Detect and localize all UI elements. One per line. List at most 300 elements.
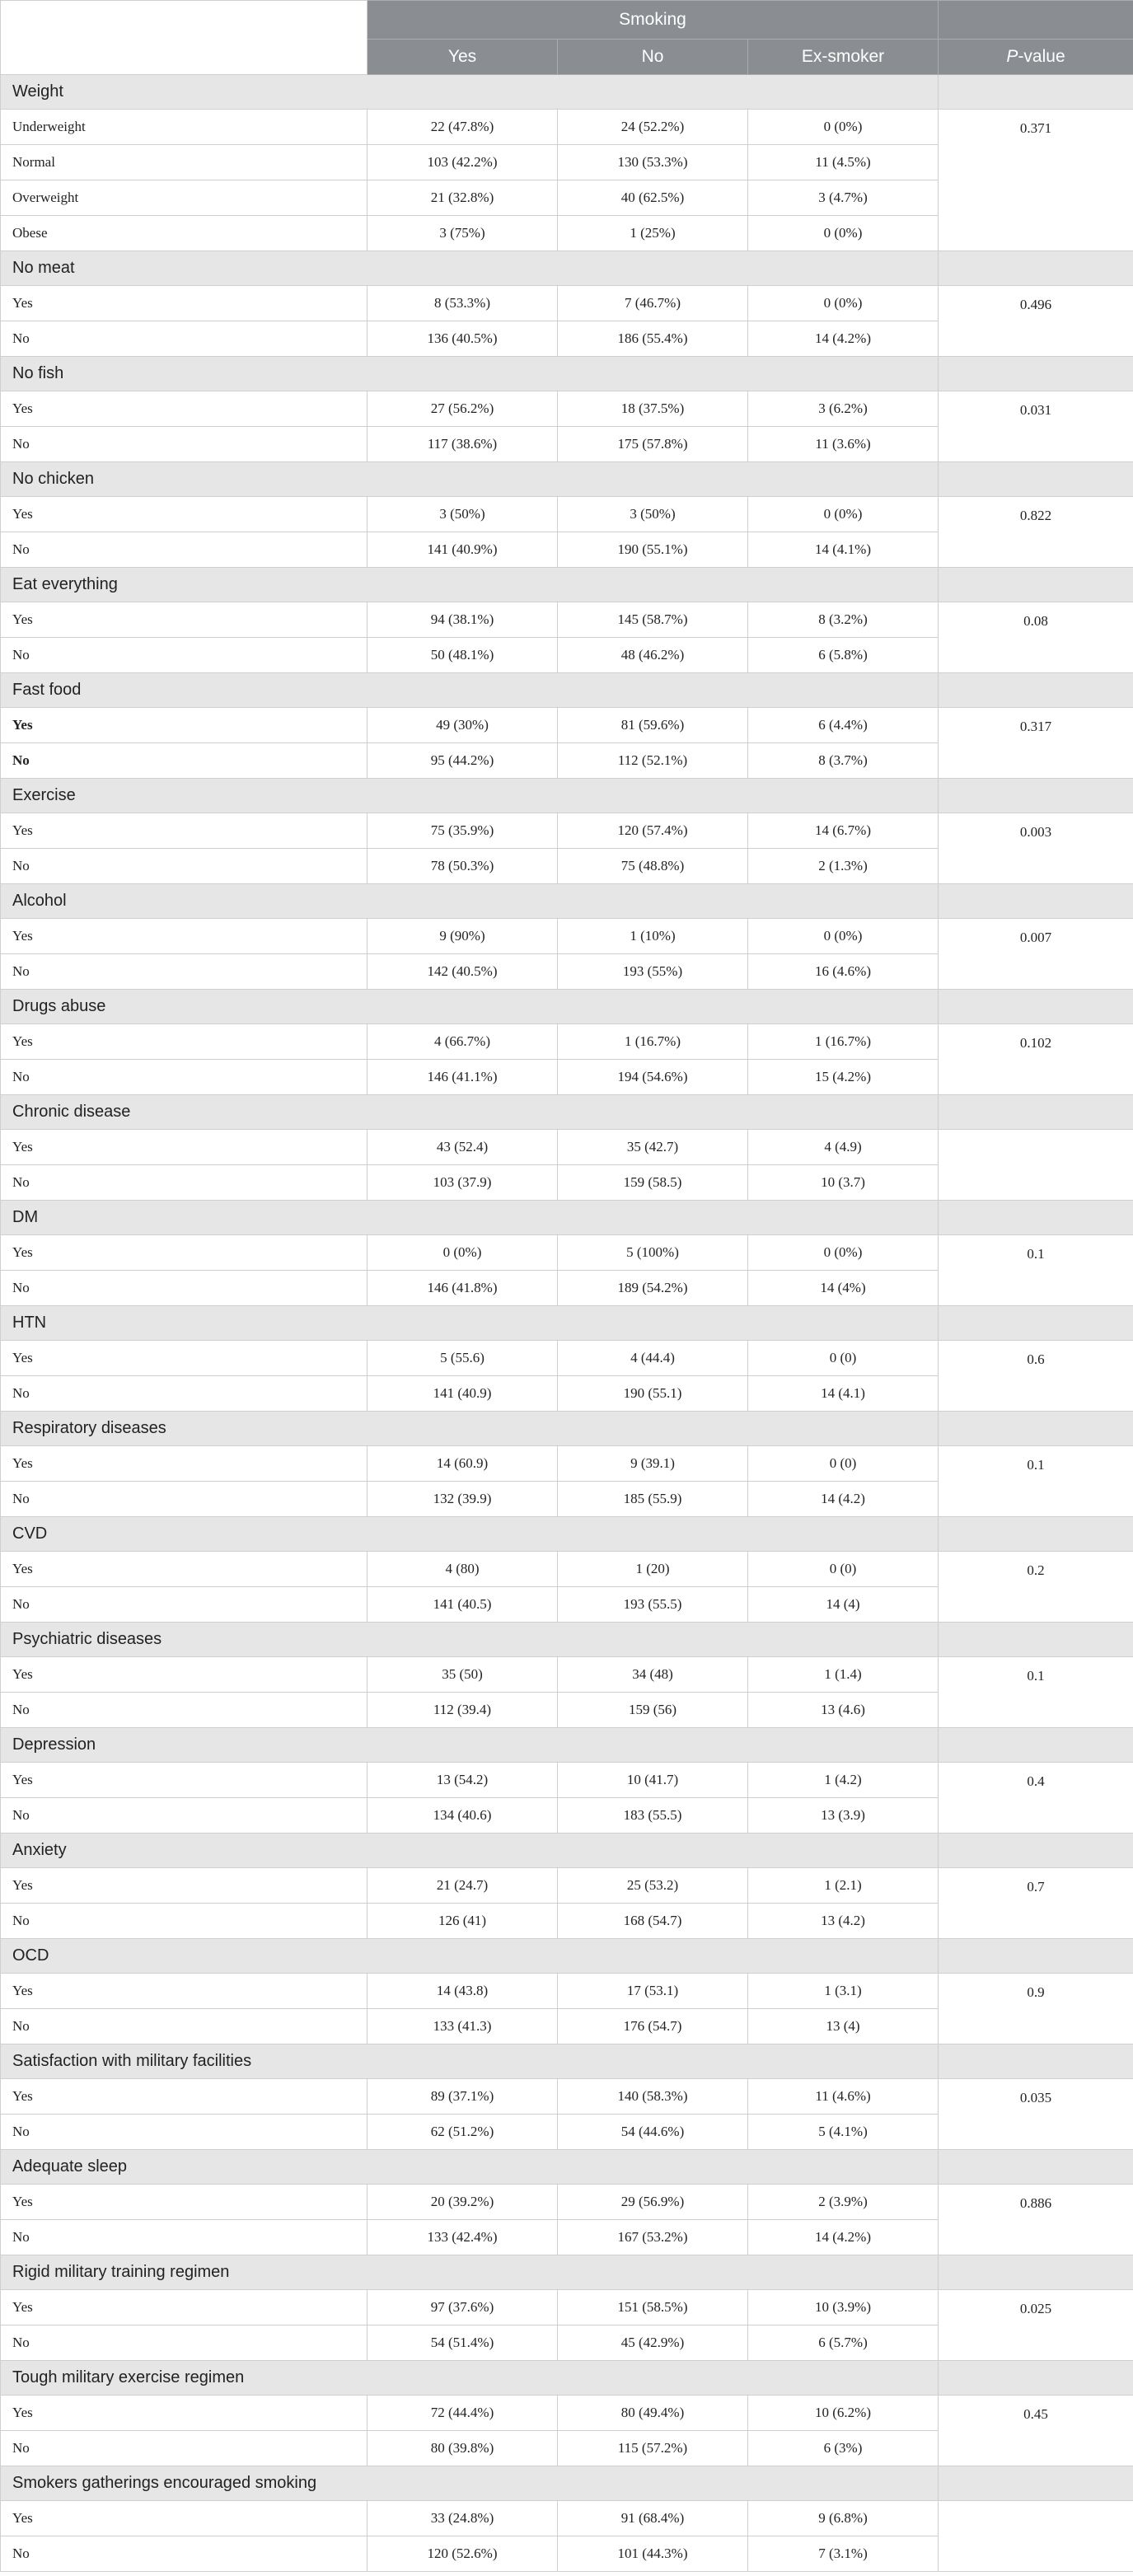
cell-no: 185 (55.9) xyxy=(558,1482,748,1517)
row-label: No xyxy=(1,743,368,779)
group-label: Anxiety xyxy=(1,1834,939,1868)
cell-ex-smoker: 10 (3.7) xyxy=(748,1165,939,1201)
cell-ex-smoker: 4 (4.9) xyxy=(748,1130,939,1165)
cell-yes: 33 (24.8%) xyxy=(368,2501,558,2536)
cell-yes: 133 (41.3) xyxy=(368,2009,558,2044)
row-label: Yes xyxy=(1,2501,368,2536)
table-row xyxy=(1,1130,1133,1165)
table-row xyxy=(1,1235,1133,1271)
header-row-top xyxy=(1,1,1133,40)
group-header-pvalue-spacer xyxy=(939,2150,1133,2185)
row-label: No xyxy=(1,1376,368,1412)
table-row xyxy=(1,1446,1133,1482)
p-value-cell: 0.886 xyxy=(939,2185,1133,2255)
cell-no: 35 (42.7) xyxy=(558,1130,748,1165)
cell-no: 75 (48.8%) xyxy=(558,849,748,884)
cell-no: 1 (16.7%) xyxy=(558,1024,748,1060)
row-label: Yes xyxy=(1,1763,368,1798)
table-row xyxy=(1,1868,1133,1904)
cell-yes: 141 (40.9%) xyxy=(368,532,558,568)
cell-yes: 132 (39.9) xyxy=(368,1482,558,1517)
group-header-row xyxy=(1,1095,1133,1130)
cell-no: 115 (57.2%) xyxy=(558,2431,748,2466)
cell-no: 10 (41.7) xyxy=(558,1763,748,1798)
cell-ex-smoker: 13 (4) xyxy=(748,2009,939,2044)
cell-ex-smoker: 13 (4.2) xyxy=(748,1904,939,1939)
cell-no: 183 (55.5) xyxy=(558,1798,748,1834)
table-row xyxy=(1,919,1133,954)
cell-ex-smoker: 0 (0) xyxy=(748,1341,939,1376)
row-label: Yes xyxy=(1,602,368,638)
cell-yes: 78 (50.3%) xyxy=(368,849,558,884)
group-label: Satisfaction with military facilities xyxy=(1,2044,939,2079)
cell-yes: 72 (44.4%) xyxy=(368,2396,558,2431)
cell-no: 167 (53.2%) xyxy=(558,2220,748,2255)
table-row xyxy=(1,1024,1133,1060)
cell-no: 5 (100%) xyxy=(558,1235,748,1271)
cell-yes: 3 (50%) xyxy=(368,497,558,532)
cell-ex-smoker: 14 (4.1%) xyxy=(748,532,939,568)
group-header-pvalue-spacer xyxy=(939,1201,1133,1235)
group-label: Alcohol xyxy=(1,884,939,919)
cell-yes: 80 (39.8%) xyxy=(368,2431,558,2466)
cell-no: 1 (20) xyxy=(558,1552,748,1587)
group-label: DM xyxy=(1,1201,939,1235)
table-row xyxy=(1,1552,1133,1587)
cell-yes: 75 (35.9%) xyxy=(368,813,558,849)
group-header-row xyxy=(1,1623,1133,1657)
table-row xyxy=(1,2501,1133,2536)
row-label: No xyxy=(1,321,368,357)
p-value-cell: 0.007 xyxy=(939,919,1133,990)
cell-no: 176 (54.7) xyxy=(558,2009,748,2044)
row-label: Yes xyxy=(1,286,368,321)
p-value-cell: 0.2 xyxy=(939,1552,1133,1623)
cell-ex-smoker: 10 (6.2%) xyxy=(748,2396,939,2431)
cell-yes: 27 (56.2%) xyxy=(368,391,558,427)
row-label: Yes xyxy=(1,1130,368,1165)
cell-no: 190 (55.1) xyxy=(558,1376,748,1412)
cell-ex-smoker: 0 (0%) xyxy=(748,110,939,145)
row-label: Yes xyxy=(1,2079,368,2115)
cell-yes: 13 (54.2) xyxy=(368,1763,558,1798)
row-label: No xyxy=(1,849,368,884)
table-row xyxy=(1,286,1133,321)
row-label: Yes xyxy=(1,1341,368,1376)
cell-yes: 8 (53.3%) xyxy=(368,286,558,321)
group-header-pvalue-spacer xyxy=(939,357,1133,391)
p-value-cell: 0.371 xyxy=(939,110,1133,251)
cell-yes: 62 (51.2%) xyxy=(368,2115,558,2150)
cell-no: 190 (55.1%) xyxy=(558,532,748,568)
cell-yes: 112 (39.4) xyxy=(368,1693,558,1728)
p-value-cell: 0.025 xyxy=(939,2290,1133,2361)
group-header-row xyxy=(1,1939,1133,1974)
group-label: Weight xyxy=(1,75,939,110)
cell-no: 159 (58.5) xyxy=(558,1165,748,1201)
table-row xyxy=(1,391,1133,427)
group-header-pvalue-spacer xyxy=(939,673,1133,708)
p-value-cell: 0.1 xyxy=(939,1235,1133,1306)
table-row xyxy=(1,602,1133,638)
row-label: Yes xyxy=(1,1868,368,1904)
cell-ex-smoker: 0 (0%) xyxy=(748,286,939,321)
row-label: No xyxy=(1,532,368,568)
group-header-row xyxy=(1,75,1133,110)
cell-ex-smoker: 0 (0) xyxy=(748,1552,939,1587)
table-row xyxy=(1,708,1133,743)
group-header-row xyxy=(1,673,1133,708)
header-blank-cell xyxy=(1,1,368,75)
row-label: Yes xyxy=(1,708,368,743)
cell-ex-smoker: 13 (4.6) xyxy=(748,1693,939,1728)
row-label: Yes xyxy=(1,1974,368,2009)
group-label: Adequate sleep xyxy=(1,2150,939,2185)
group-header-row xyxy=(1,357,1133,391)
row-label: Yes xyxy=(1,919,368,954)
p-value-cell: 0.317 xyxy=(939,708,1133,779)
group-header-row xyxy=(1,462,1133,497)
group-header-pvalue-spacer xyxy=(939,2466,1133,2501)
group-header-row xyxy=(1,2044,1133,2079)
cell-no: 9 (39.1) xyxy=(558,1446,748,1482)
cell-no: 54 (44.6%) xyxy=(558,2115,748,2150)
cell-yes: 49 (30%) xyxy=(368,708,558,743)
row-label: No xyxy=(1,1060,368,1095)
group-header-row xyxy=(1,1412,1133,1446)
row-label: No xyxy=(1,1693,368,1728)
group-header-pvalue-spacer xyxy=(939,990,1133,1024)
cell-yes: 22 (47.8%) xyxy=(368,110,558,145)
cell-no: 34 (48) xyxy=(558,1657,748,1693)
cell-no: 81 (59.6%) xyxy=(558,708,748,743)
group-header-row xyxy=(1,251,1133,286)
cell-no: 140 (58.3%) xyxy=(558,2079,748,2115)
group-header-row xyxy=(1,1834,1133,1868)
group-header-pvalue-spacer xyxy=(939,1728,1133,1763)
row-label: No xyxy=(1,2009,368,2044)
group-label: Exercise xyxy=(1,779,939,813)
row-label: Yes xyxy=(1,1024,368,1060)
cell-yes: 97 (37.6%) xyxy=(368,2290,558,2325)
group-label: HTN xyxy=(1,1306,939,1341)
table-row xyxy=(1,2290,1133,2325)
table-row xyxy=(1,1763,1133,1798)
group-header-pvalue-spacer xyxy=(939,75,1133,110)
table-row xyxy=(1,2185,1133,2220)
cell-no: 145 (58.7%) xyxy=(558,602,748,638)
row-label: No xyxy=(1,1798,368,1834)
cell-yes: 103 (37.9) xyxy=(368,1165,558,1201)
cell-no: 168 (54.7) xyxy=(558,1904,748,1939)
cell-yes: 136 (40.5%) xyxy=(368,321,558,357)
group-header-pvalue-spacer xyxy=(939,568,1133,602)
table-row xyxy=(1,1341,1133,1376)
p-value-cell: 0.1 xyxy=(939,1446,1133,1517)
cell-yes: 94 (38.1%) xyxy=(368,602,558,638)
p-value-cell: 0.003 xyxy=(939,813,1133,884)
cell-ex-smoker: 7 (3.1%) xyxy=(748,2536,939,2572)
group-label: Fast food xyxy=(1,673,939,708)
group-header-row xyxy=(1,1306,1133,1341)
cell-yes: 133 (42.4%) xyxy=(368,2220,558,2255)
p-value-cell: 0.822 xyxy=(939,497,1133,568)
cell-ex-smoker: 1 (4.2) xyxy=(748,1763,939,1798)
cell-no: 1 (10%) xyxy=(558,919,748,954)
row-label: No xyxy=(1,2536,368,2572)
cell-yes: 14 (60.9) xyxy=(368,1446,558,1482)
cell-ex-smoker: 14 (4%) xyxy=(748,1271,939,1306)
group-header-pvalue-spacer xyxy=(939,1517,1133,1552)
cell-yes: 4 (80) xyxy=(368,1552,558,1587)
group-label: Eat everything xyxy=(1,568,939,602)
group-label: Chronic disease xyxy=(1,1095,939,1130)
header-col-pvalue xyxy=(939,40,1133,75)
p-value-cell xyxy=(939,2501,1133,2572)
row-label: Yes xyxy=(1,2290,368,2325)
cell-ex-smoker: 6 (5.7%) xyxy=(748,2325,939,2361)
table-row xyxy=(1,2079,1133,2115)
header-top-pvalue-spacer xyxy=(939,1,1133,40)
cell-yes: 3 (75%) xyxy=(368,216,558,251)
cell-ex-smoker: 16 (4.6%) xyxy=(748,954,939,990)
cell-ex-smoker: 0 (0%) xyxy=(748,497,939,532)
group-label: Psychiatric diseases xyxy=(1,1623,939,1657)
row-label: No xyxy=(1,2220,368,2255)
table-row xyxy=(1,1974,1133,2009)
group-header-pvalue-spacer xyxy=(939,2044,1133,2079)
cell-yes: 54 (51.4%) xyxy=(368,2325,558,2361)
cell-yes: 146 (41.8%) xyxy=(368,1271,558,1306)
header-col-ex-smoker: Ex-smoker xyxy=(748,40,939,75)
cell-no: 1 (25%) xyxy=(558,216,748,251)
p-value-cell: 0.45 xyxy=(939,2396,1133,2466)
cell-ex-smoker: 14 (4) xyxy=(748,1587,939,1623)
cell-ex-smoker: 0 (0%) xyxy=(748,1235,939,1271)
cell-yes: 9 (90%) xyxy=(368,919,558,954)
row-label: Yes xyxy=(1,2185,368,2220)
group-header-pvalue-spacer xyxy=(939,1623,1133,1657)
group-header-row xyxy=(1,2150,1133,2185)
cell-no: 29 (56.9%) xyxy=(558,2185,748,2220)
cell-ex-smoker: 3 (6.2%) xyxy=(748,391,939,427)
group-header-pvalue-spacer xyxy=(939,2255,1133,2290)
cell-ex-smoker: 14 (4.1) xyxy=(748,1376,939,1412)
table-row xyxy=(1,2396,1133,2431)
group-label: Drugs abuse xyxy=(1,990,939,1024)
cell-ex-smoker: 15 (4.2%) xyxy=(748,1060,939,1095)
p-value-cell xyxy=(939,1130,1133,1201)
header-col-no: No xyxy=(558,40,748,75)
cell-ex-smoker: 0 (0) xyxy=(748,1446,939,1482)
cell-no: 151 (58.5%) xyxy=(558,2290,748,2325)
pvalue-suffix: -value xyxy=(1018,47,1065,66)
group-label: Depression xyxy=(1,1728,939,1763)
group-header-row xyxy=(1,990,1133,1024)
cell-no: 101 (44.3%) xyxy=(558,2536,748,2572)
p-value-cell: 0.08 xyxy=(939,602,1133,673)
table-row xyxy=(1,497,1133,532)
row-label: Obese xyxy=(1,216,368,251)
pvalue-italic-p: P xyxy=(1006,47,1018,66)
header-smoking-group: Smoking xyxy=(368,1,939,40)
cell-no: 112 (52.1%) xyxy=(558,743,748,779)
p-value-cell: 0.496 xyxy=(939,286,1133,357)
cell-no: 80 (49.4%) xyxy=(558,2396,748,2431)
cell-yes: 126 (41) xyxy=(368,1904,558,1939)
row-label: No xyxy=(1,954,368,990)
group-header-pvalue-spacer xyxy=(939,1834,1133,1868)
cell-ex-smoker: 3 (4.7%) xyxy=(748,180,939,216)
cell-no: 45 (42.9%) xyxy=(558,2325,748,2361)
cell-no: 91 (68.4%) xyxy=(558,2501,748,2536)
group-header-row xyxy=(1,884,1133,919)
p-value-cell: 0.035 xyxy=(939,2079,1133,2150)
cell-no: 40 (62.5%) xyxy=(558,180,748,216)
group-header-pvalue-spacer xyxy=(939,779,1133,813)
row-label: Yes xyxy=(1,813,368,849)
cell-ex-smoker: 6 (3%) xyxy=(748,2431,939,2466)
cell-ex-smoker: 11 (3.6%) xyxy=(748,427,939,462)
cell-yes: 20 (39.2%) xyxy=(368,2185,558,2220)
table-row xyxy=(1,110,1133,145)
table-row xyxy=(1,813,1133,849)
p-value-cell: 0.102 xyxy=(939,1024,1133,1095)
row-label: No xyxy=(1,638,368,673)
row-label: Yes xyxy=(1,497,368,532)
group-header-row xyxy=(1,779,1133,813)
group-header-pvalue-spacer xyxy=(939,251,1133,286)
p-value-cell: 0.031 xyxy=(939,391,1133,462)
cell-no: 194 (54.6%) xyxy=(558,1060,748,1095)
group-header-row xyxy=(1,1517,1133,1552)
cell-no: 159 (56) xyxy=(558,1693,748,1728)
group-header-row xyxy=(1,2361,1133,2396)
cell-yes: 0 (0%) xyxy=(368,1235,558,1271)
p-value-cell: 0.6 xyxy=(939,1341,1133,1412)
cell-no: 186 (55.4%) xyxy=(558,321,748,357)
group-label: Respiratory diseases xyxy=(1,1412,939,1446)
row-label: Yes xyxy=(1,1657,368,1693)
group-label: Tough military exercise regimen xyxy=(1,2361,939,2396)
p-value-cell: 0.4 xyxy=(939,1763,1133,1834)
group-label: CVD xyxy=(1,1517,939,1552)
header-col-yes: Yes xyxy=(368,40,558,75)
group-label: No fish xyxy=(1,357,939,391)
cell-ex-smoker: 2 (1.3%) xyxy=(748,849,939,884)
group-header-row xyxy=(1,1728,1133,1763)
group-header-pvalue-spacer xyxy=(939,1939,1133,1974)
cell-ex-smoker: 1 (1.4) xyxy=(748,1657,939,1693)
cell-ex-smoker: 13 (3.9) xyxy=(748,1798,939,1834)
cell-yes: 117 (38.6%) xyxy=(368,427,558,462)
cell-yes: 146 (41.1%) xyxy=(368,1060,558,1095)
cell-ex-smoker: 14 (4.2%) xyxy=(748,2220,939,2255)
cell-yes: 5 (55.6) xyxy=(368,1341,558,1376)
row-label: Overweight xyxy=(1,180,368,216)
cell-yes: 4 (66.7%) xyxy=(368,1024,558,1060)
cell-no: 18 (37.5%) xyxy=(558,391,748,427)
cell-yes: 35 (50) xyxy=(368,1657,558,1693)
cell-ex-smoker: 14 (4.2) xyxy=(748,1482,939,1517)
cell-ex-smoker: 1 (3.1) xyxy=(748,1974,939,2009)
cell-no: 130 (53.3%) xyxy=(558,145,748,180)
cell-yes: 21 (24.7) xyxy=(368,1868,558,1904)
group-header-row xyxy=(1,1201,1133,1235)
row-label: No xyxy=(1,1271,368,1306)
cell-ex-smoker: 11 (4.5%) xyxy=(748,145,939,180)
row-label: No xyxy=(1,1904,368,1939)
cell-no: 189 (54.2%) xyxy=(558,1271,748,1306)
cell-ex-smoker: 8 (3.2%) xyxy=(748,602,939,638)
cell-ex-smoker: 10 (3.9%) xyxy=(748,2290,939,2325)
group-label: Smokers gatherings encouraged smoking xyxy=(1,2466,939,2501)
row-label: Yes xyxy=(1,1446,368,1482)
cell-ex-smoker: 0 (0%) xyxy=(748,919,939,954)
cell-no: 25 (53.2) xyxy=(558,1868,748,1904)
cell-yes: 89 (37.1%) xyxy=(368,2079,558,2115)
row-label: Yes xyxy=(1,2396,368,2431)
cell-yes: 14 (43.8) xyxy=(368,1974,558,2009)
group-header-pvalue-spacer xyxy=(939,1095,1133,1130)
cell-no: 120 (57.4%) xyxy=(558,813,748,849)
cell-ex-smoker: 8 (3.7%) xyxy=(748,743,939,779)
group-header-pvalue-spacer xyxy=(939,2361,1133,2396)
group-header-row xyxy=(1,2466,1133,2501)
row-label: No xyxy=(1,1482,368,1517)
row-label: Yes xyxy=(1,1235,368,1271)
cell-ex-smoker: 6 (5.8%) xyxy=(748,638,939,673)
table-row xyxy=(1,1657,1133,1693)
cell-yes: 43 (52.4) xyxy=(368,1130,558,1165)
cell-no: 175 (57.8%) xyxy=(558,427,748,462)
cell-ex-smoker: 14 (6.7%) xyxy=(748,813,939,849)
cell-no: 17 (53.1) xyxy=(558,1974,748,2009)
group-label: No meat xyxy=(1,251,939,286)
group-label: Rigid military training regimen xyxy=(1,2255,939,2290)
cell-yes: 50 (48.1%) xyxy=(368,638,558,673)
group-header-row xyxy=(1,568,1133,602)
cell-ex-smoker: 0 (0%) xyxy=(748,216,939,251)
cell-no: 193 (55.5) xyxy=(558,1587,748,1623)
cell-yes: 21 (32.8%) xyxy=(368,180,558,216)
cell-ex-smoker: 14 (4.2%) xyxy=(748,321,939,357)
cell-ex-smoker: 2 (3.9%) xyxy=(748,2185,939,2220)
cell-yes: 141 (40.5) xyxy=(368,1587,558,1623)
group-label: No chicken xyxy=(1,462,939,497)
cell-yes: 95 (44.2%) xyxy=(368,743,558,779)
row-label: Yes xyxy=(1,391,368,427)
row-label: No xyxy=(1,1587,368,1623)
cell-ex-smoker: 11 (4.6%) xyxy=(748,2079,939,2115)
cell-no: 3 (50%) xyxy=(558,497,748,532)
cell-yes: 103 (42.2%) xyxy=(368,145,558,180)
cell-no: 24 (52.2%) xyxy=(558,110,748,145)
cell-ex-smoker: 9 (6.8%) xyxy=(748,2501,939,2536)
row-label: Underweight xyxy=(1,110,368,145)
group-header-pvalue-spacer xyxy=(939,462,1133,497)
p-value-cell: 0.7 xyxy=(939,1868,1133,1939)
row-label: Normal xyxy=(1,145,368,180)
cell-ex-smoker: 5 (4.1%) xyxy=(748,2115,939,2150)
cell-ex-smoker: 1 (2.1) xyxy=(748,1868,939,1904)
group-header-pvalue-spacer xyxy=(939,1412,1133,1446)
row-label: No xyxy=(1,427,368,462)
cell-ex-smoker: 1 (16.7%) xyxy=(748,1024,939,1060)
row-label: No xyxy=(1,2431,368,2466)
group-header-row xyxy=(1,2255,1133,2290)
p-value-cell: 0.9 xyxy=(939,1974,1133,2044)
